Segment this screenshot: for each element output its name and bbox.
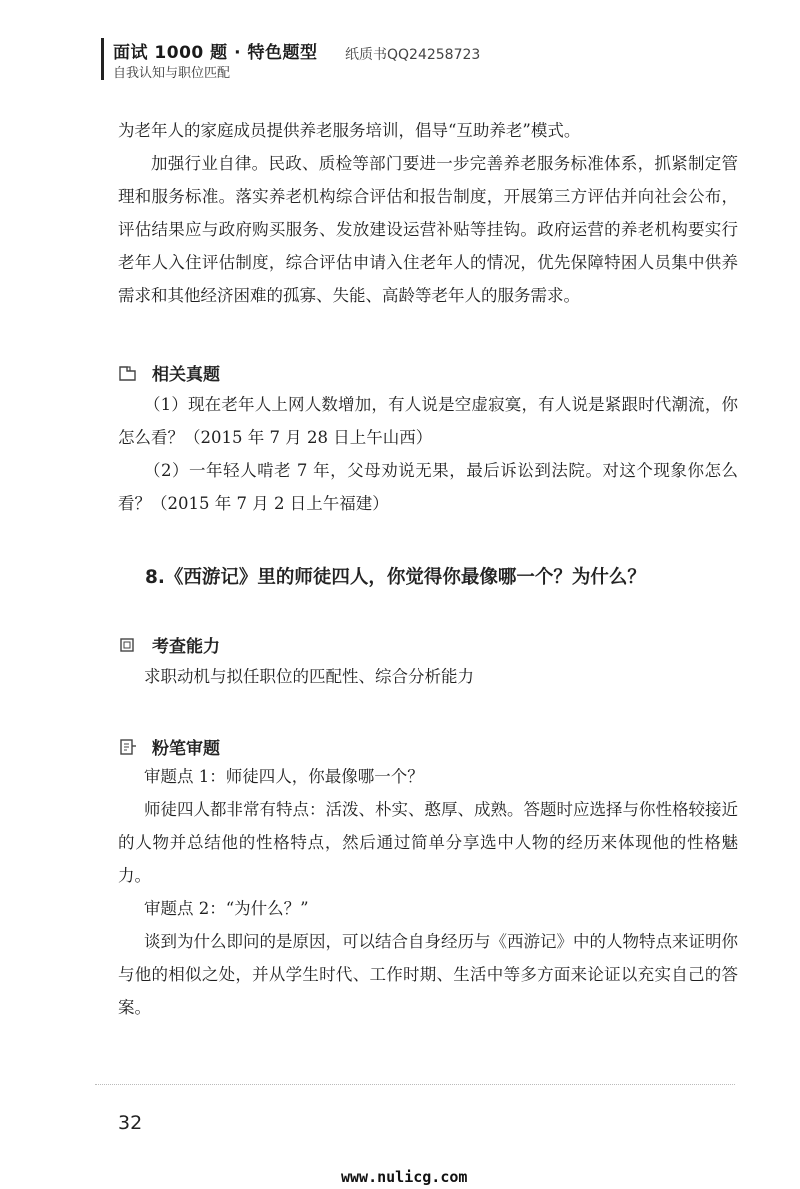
analysis-body <box>118 760 738 1024</box>
header-bar <box>101 38 104 80</box>
bookmark-icon <box>118 737 138 757</box>
paragraph: 为老年人的家庭成员提供养老服务培训，倡导“互助养老”模式。 <box>118 121 581 140</box>
header-subtitle: 自我认知与职位匹配 <box>113 66 231 81</box>
top-paragraphs <box>118 114 738 312</box>
header-watermark: 纸质书QQ24258723 <box>345 47 481 63</box>
header-title: 面试 1000 题 · 特色题型 <box>113 43 318 63</box>
analysis-section-header <box>118 734 220 759</box>
related-section-header <box>118 360 220 385</box>
checkbox-icon <box>118 635 138 655</box>
footer-url: www.nulicg.com <box>341 1168 468 1186</box>
divider <box>95 1084 735 1085</box>
related-item: （1）现在老年人上网人数增加，有人说是空虚寂寞，有人说是紧跟时代潮流，你怎么看？（2015 年 7 月 28 日上午山西） <box>118 395 738 447</box>
analysis-point-text: 师徒四人都非常有特点：活泼、朴实、憨厚、成熟。答题时应选择与你性格较接近的人物并总结他的性格特点，然后通过简单分享选中人物的经历来体现他的性格魅力。 <box>118 800 738 885</box>
related-item: （2）一年轻人啃老 7 年，父母劝说无果，最后诉讼到法院。对这个现象你怎么看？（2015 年 7 月 2 日上午福建） <box>118 461 738 513</box>
page-number: 32 <box>118 1112 143 1134</box>
related-list <box>118 388 738 520</box>
ability-label: 考查能力 <box>152 637 220 657</box>
paragraph: 加强行业自律。民政、质检等部门要进一步完善养老服务标准体系，抓紧制定管理和服务标准。落实养老机构综合评估和报告制度，开展第三方评估并向社会公布，评估结果应与政府购买服务、发放建设运营补贴等挂钩。政府运营的养老机构要实行老年人入住评估制度，综合评估申请入住老年人的情况，优先保障特困人员集中供养需求和其他经济困难的孤寡、失能、高龄等老年人的服务需求。 <box>118 154 738 305</box>
analysis-point-text: 谈到为什么即问的是原因，可以结合自身经历与《西游记》中的人物特点来证明你与他的相似之处，并从学生时代、工作时期、生活中等多方面来论证以充实自己的答案。 <box>118 932 738 1017</box>
document-icon <box>118 363 138 383</box>
analysis-point-title: 审题点 1：师徒四人，你最像哪一个？ <box>144 767 424 786</box>
ability-text-block <box>118 660 738 693</box>
ability-section-header <box>118 632 220 657</box>
analysis-label: 粉笔审题 <box>152 739 220 759</box>
related-label: 相关真题 <box>152 365 220 385</box>
analysis-point-title: 审题点 2：“为什么？” <box>144 899 309 918</box>
question-title: 8.《西游记》里的师徒四人，你觉得你最像哪一个？为什么？ <box>145 567 646 588</box>
ability-text: 求职动机与拟任职位的匹配性、综合分析能力 <box>144 667 474 686</box>
